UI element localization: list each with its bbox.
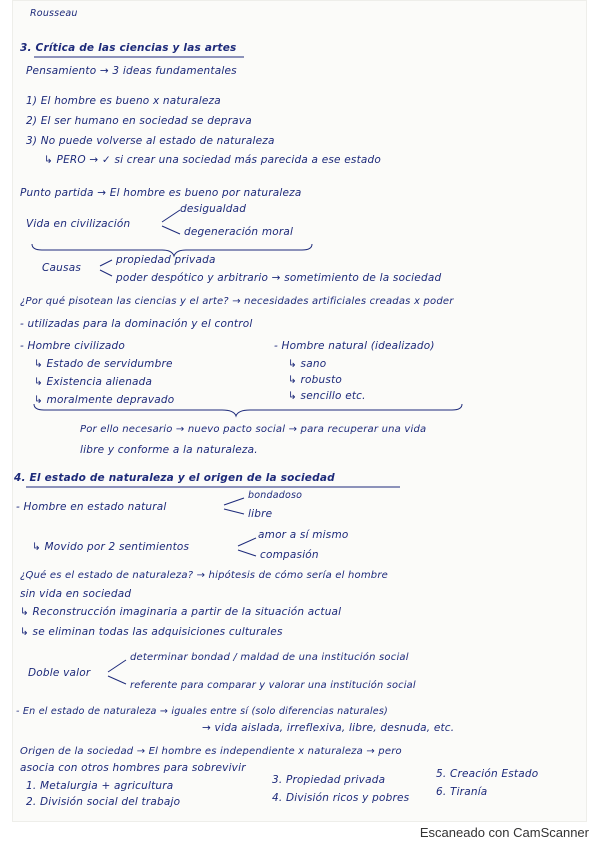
- por-que-line: ¿Por qué pisotean las ciencias y el arte? → necesidades artificiales creadas x poder: [20, 296, 454, 307]
- idea-2: 2) El ser humano en sociedad se deprava: [26, 115, 252, 127]
- idea-1: 1) El hombre es bueno x naturaleza: [26, 95, 221, 107]
- camscanner-watermark: Escaneado con CamScanner: [419, 825, 589, 840]
- item-4: 4. División ricos y pobres: [272, 792, 410, 804]
- item-2: 2. División social del trabajo: [26, 796, 181, 808]
- bondadoso-label: bondadoso: [248, 490, 303, 501]
- causas-label: Causas: [42, 262, 81, 274]
- en-estado-line: - En el estado de naturaleza → iguales entre sí (solo diferencias naturales): [16, 706, 389, 717]
- poder-line: poder despótico y arbitrario → sometimiento de la sociedad: [116, 272, 442, 284]
- punto-partida: Punto partida → El hombre es bueno por naturaleza: [20, 187, 302, 199]
- desigualdad-label: desigualdad: [180, 203, 247, 215]
- fork-sent-up: [238, 538, 256, 546]
- pensamiento-line: Pensamiento → 3 ideas fundamentales: [26, 65, 237, 77]
- sencillo-label: ↳ sencillo etc.: [288, 390, 366, 402]
- pero-line: ↳ PERO → ✓ si crear una sociedad más parecida a ese estado: [44, 154, 382, 166]
- item-5: 5. Creación Estado: [436, 768, 539, 780]
- item-3: 3. Propiedad privada: [272, 774, 386, 786]
- por-ello-line: Por ello necesario → nuevo pacto social → para recuperar una vida: [80, 424, 427, 435]
- fork-vida-up: [162, 210, 180, 222]
- fork-doble-down: [108, 676, 126, 684]
- fork-doble-up: [108, 660, 126, 672]
- amor-label: amor a sí mismo: [258, 529, 349, 541]
- fork-causas-up: [100, 260, 112, 266]
- hombre-natural: - Hombre natural (idealizado): [274, 340, 435, 352]
- moralmente-depravado: ↳ moralmente depravado: [34, 394, 175, 406]
- compasion-label: compasión: [260, 549, 319, 561]
- item-1: 1. Metalurgia + agricultura: [26, 780, 174, 792]
- libre-line: libre y conforme a la naturaleza.: [80, 444, 258, 456]
- propiedad-label: propiedad privada: [116, 254, 216, 266]
- section4-title: 4. El estado de naturaleza y el origen de la sociedad: [14, 472, 335, 484]
- estado-servidumbre: ↳ Estado de servidumbre: [34, 358, 173, 370]
- section3-title: 3. Crítica de las ciencias y las artes: [20, 42, 237, 54]
- que-es-line: ¿Qué es el estado de naturaleza? → hipótesis de cómo sería el hombre: [20, 570, 388, 581]
- fork-natural-down: [224, 509, 244, 514]
- determinar-line: determinar bondad / maldad de una institución social: [130, 652, 409, 663]
- hombre-civilizado: - Hombre civilizado: [20, 340, 125, 352]
- se-eliminan-line: ↳ se eliminan todas las adquisiciones culturales: [20, 626, 283, 638]
- fork-natural-up: [224, 498, 244, 505]
- movido-line: ↳ Movido por 2 sentimientos: [32, 541, 190, 553]
- idea-3: 3) No puede volverse al estado de naturaleza: [26, 135, 275, 147]
- libre-word: libre: [248, 508, 273, 520]
- doble-valor-label: Doble valor: [28, 667, 91, 679]
- sano-label: ↳ sano: [288, 358, 327, 370]
- vida-aislada-line: → vida aislada, irreflexiva, libre, desnuda, etc.: [202, 722, 455, 734]
- origen-line: Origen de la sociedad → El hombre es independiente x naturaleza → pero: [20, 746, 402, 757]
- existencia-alienada: ↳ Existencia alienada: [34, 376, 153, 388]
- sin-vida-line: sin vida en sociedad: [20, 588, 132, 600]
- referente-line: referente para comparar y valorar una institución social: [130, 680, 416, 691]
- author-label: Rousseau: [30, 8, 78, 19]
- utilizadas-line: - utilizadas para la dominación y el control: [20, 318, 253, 330]
- vida-civilizacion: Vida en civilización: [26, 218, 131, 230]
- fork-sent-down: [238, 550, 256, 556]
- asocia-line: asocia con otros hombres para sobrevivir: [20, 762, 246, 774]
- fork-vida-down: [162, 226, 180, 234]
- item-6: 6. Tiranía: [436, 786, 488, 798]
- hombre-estado-natural: - Hombre en estado natural: [16, 501, 167, 513]
- scanned-page: [12, 0, 587, 822]
- reconstruccion-line: ↳ Reconstrucción imaginaria a partir de la situación actual: [20, 606, 342, 618]
- robusto-label: ↳ robusto: [288, 374, 343, 386]
- fork-causas-down: [100, 270, 112, 276]
- degeneracion-label: degeneración moral: [184, 226, 294, 238]
